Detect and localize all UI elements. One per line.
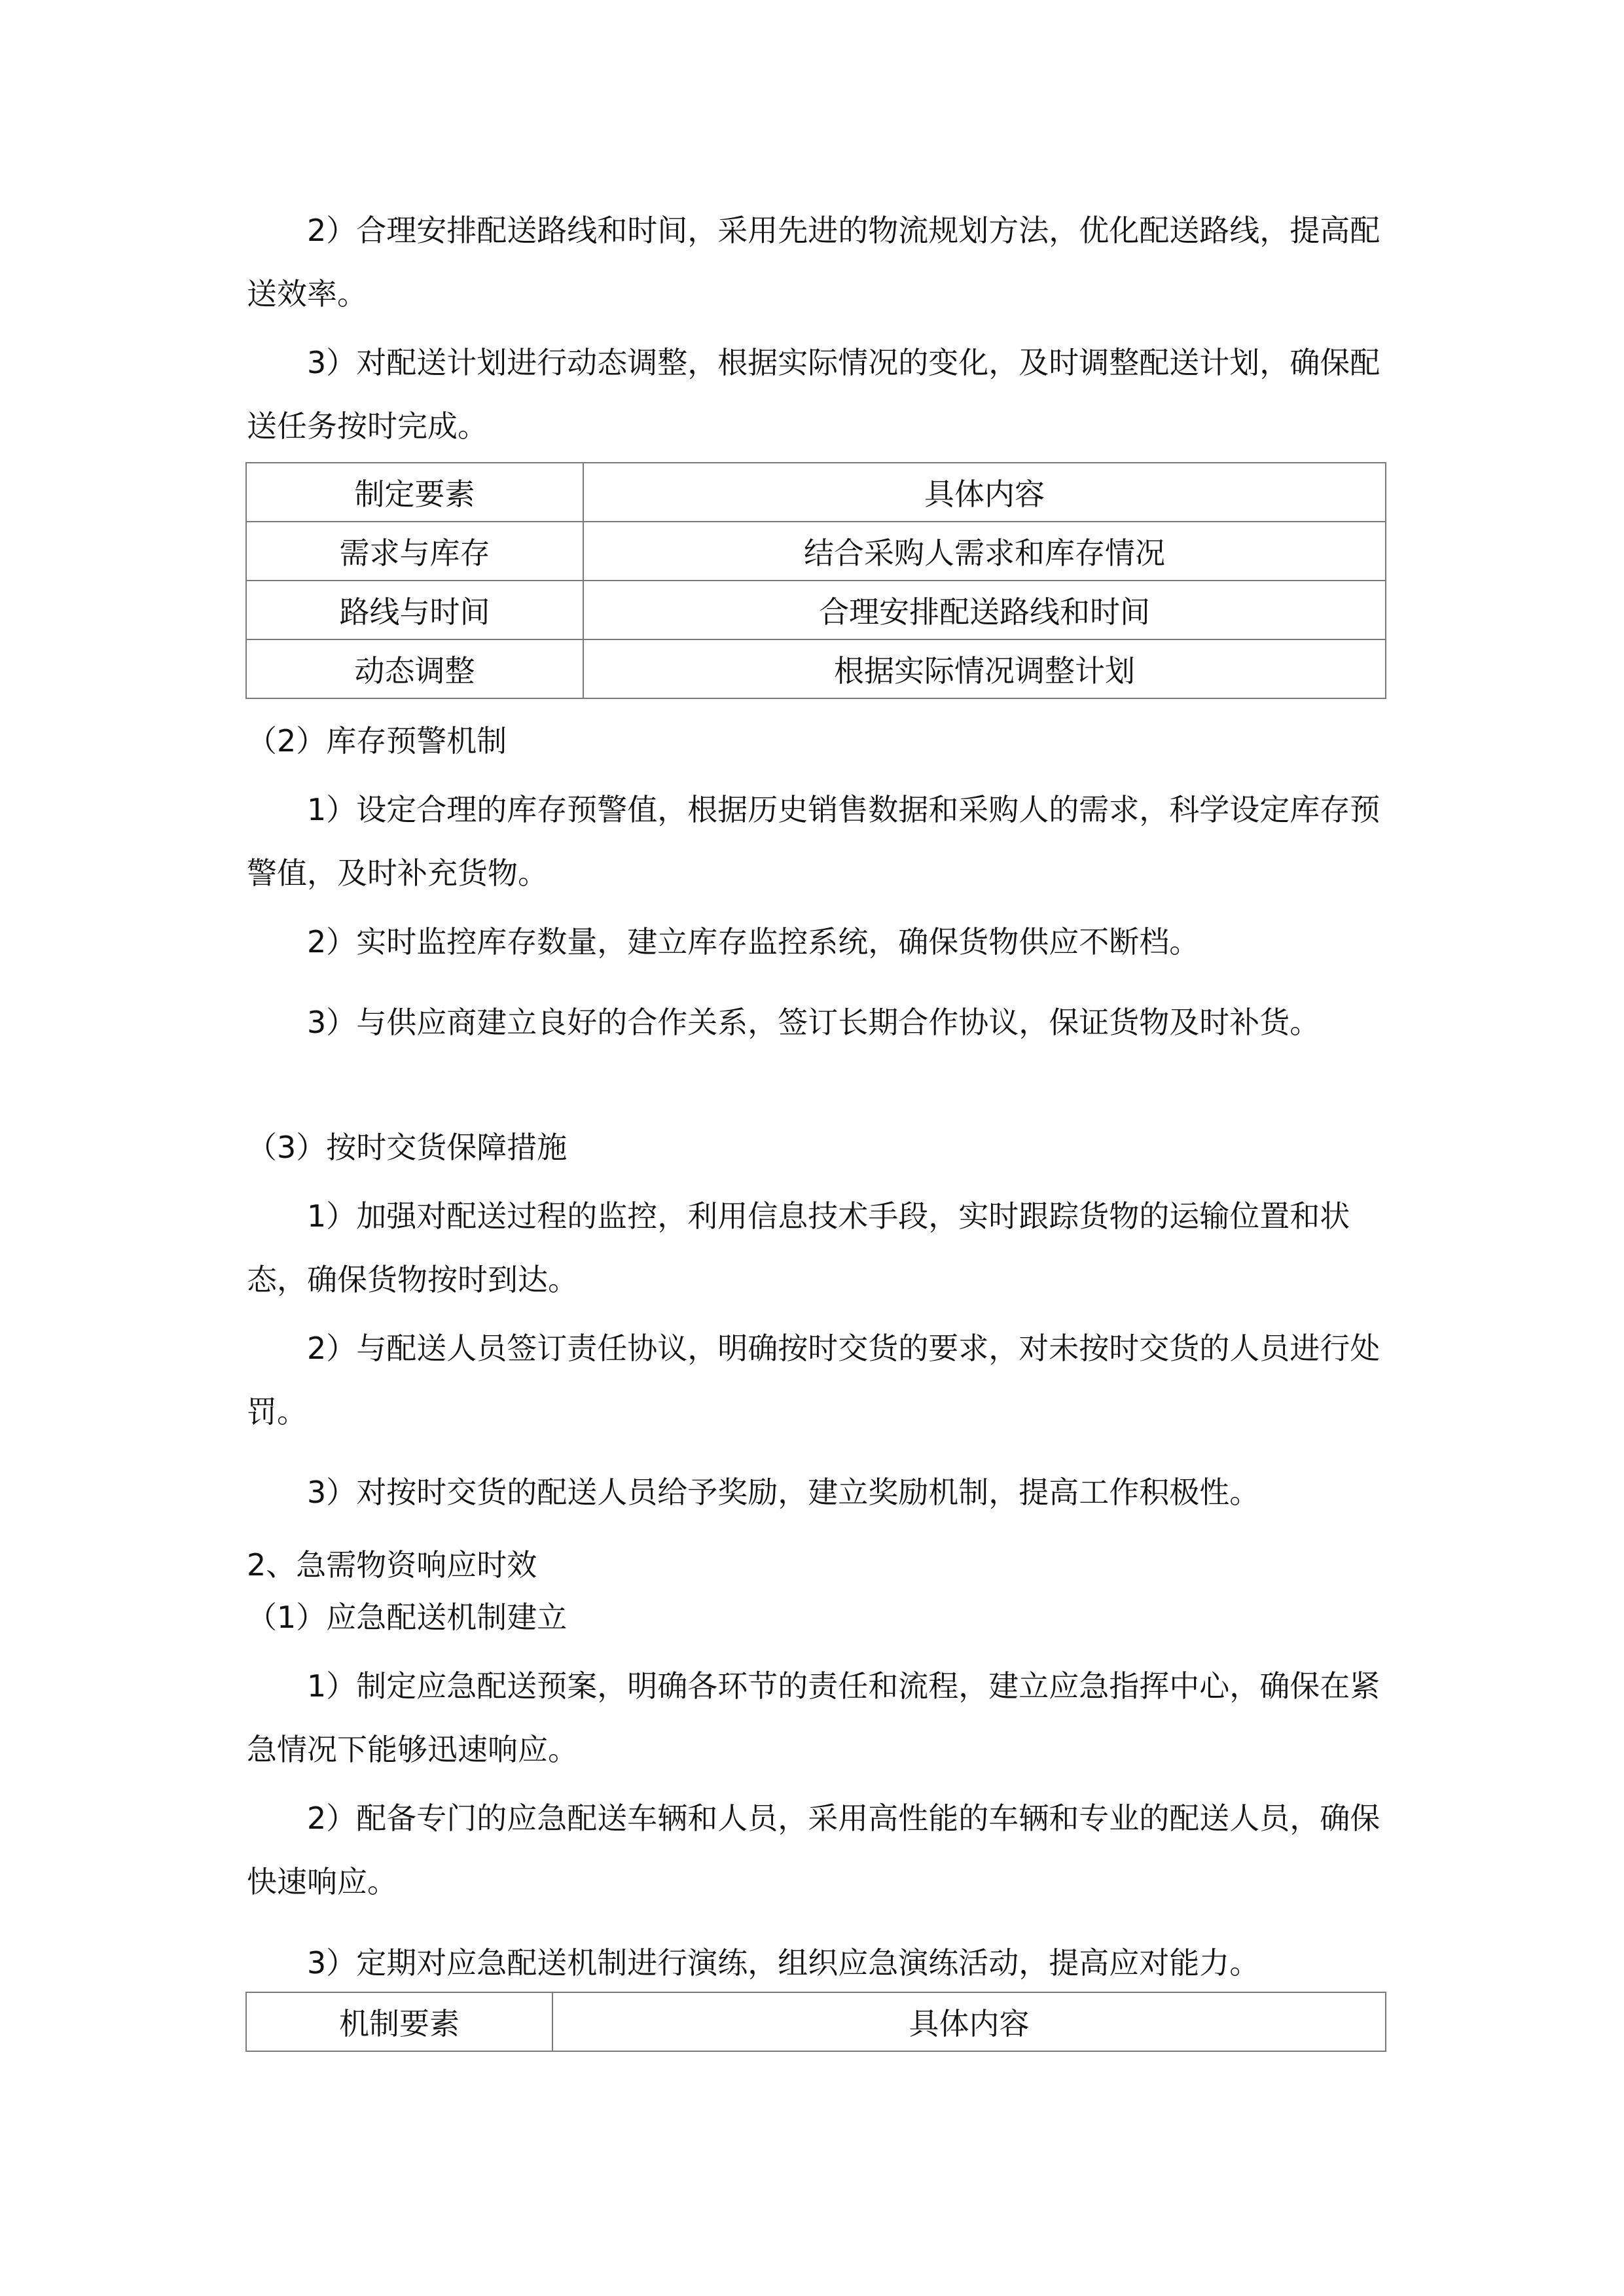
table-header-row [246, 1992, 1386, 2051]
paragraph-route-planning: 2）合理安排配送路线和时间，采用先进的物流规划方法，优化配送路线，提高配送效率。 [247, 213, 1380, 312]
paragraph-emergency-plan: 1）制定应急配送预案，明确各环节的责任和流程，建立应急指挥中心，确保在紧急情况下能够迅速响应。 [247, 1668, 1380, 1767]
paragraph-warning-threshold: 1）设定合理的库存预警值，根据历史销售数据和采购人的需求，科学设定库存预警值，及时补充货物。 [247, 792, 1380, 891]
table-row [246, 639, 1386, 698]
table-cell: 动态调整 [246, 639, 583, 698]
table-header-cell: 具体内容 [552, 1992, 1386, 2051]
table-row [246, 581, 1386, 639]
table-header-row [246, 463, 1386, 522]
table-cell: 结合采购人需求和库存情况 [583, 522, 1386, 581]
table-header-cell: 机制要素 [246, 1992, 552, 2051]
table-header-cell: 制定要素 [246, 463, 583, 522]
plan-elements-table [245, 462, 1386, 699]
table-cell: 需求与库存 [246, 522, 583, 581]
paragraph-responsibility-agreement: 2）与配送人员签订责任协议，明确按时交货的要求，对未按时交货的人员进行处罚。 [247, 1331, 1380, 1429]
paragraph-inventory-monitoring: 2）实时监控库存数量，建立库存监控系统，确保货物供应不断档。 [307, 924, 1200, 960]
table-header-cell: 具体内容 [583, 463, 1386, 522]
paragraph-supplier-cooperation: 3）与供应商建立良好的合作关系，签订长期合作协议，保证货物及时补货。 [307, 1005, 1320, 1040]
section-heading-inventory-warning: （2）库存预警机制 [247, 723, 507, 759]
paragraph-dynamic-adjustment: 3）对配送计划进行动态调整，根据实际情况的变化，及时调整配送计划，确保配送任务按时完成。 [247, 345, 1380, 444]
table-cell: 合理安排配送路线和时间 [583, 581, 1386, 639]
section-heading-delivery-guarantee: （3）按时交货保障措施 [247, 1130, 568, 1165]
table-cell: 根据实际情况调整计划 [583, 639, 1386, 698]
paragraph-delivery-monitoring: 1）加强对配送过程的监控，利用信息技术手段，实时跟踪货物的运输位置和状态，确保货物按时到达。 [247, 1198, 1350, 1297]
paragraph-emergency-drills: 3）定期对应急配送机制进行演练，组织应急演练活动，提高应对能力。 [307, 1945, 1260, 1981]
mechanism-elements-table [245, 1992, 1386, 2052]
paragraph-reward-mechanism: 3）对按时交货的配送人员给予奖励，建立奖励机制，提高工作积极性。 [307, 1475, 1260, 1510]
paragraph-emergency-vehicles: 2）配备专门的应急配送车辆和人员，采用高性能的车辆和专业的配送人员，确保快速响应。 [247, 1801, 1380, 1899]
table-cell: 路线与时间 [246, 581, 583, 639]
section-heading-urgent-response: 2、急需物资响应时效 [247, 1547, 537, 1583]
table-row [246, 522, 1386, 581]
subsection-heading-emergency-mechanism: （1）应急配送机制建立 [247, 1600, 568, 1635]
